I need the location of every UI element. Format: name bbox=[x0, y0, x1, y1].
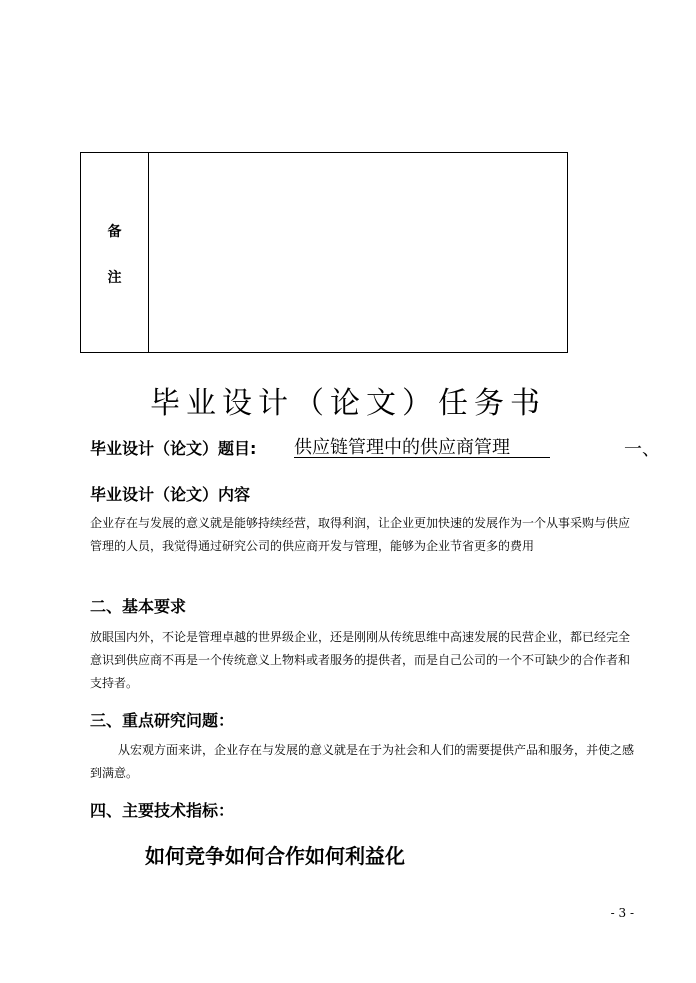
subject-value: 供应链管理中的供应商管理 bbox=[294, 433, 550, 458]
section-2-heading: 二、基本要求 bbox=[90, 597, 187, 616]
document-title: 毕业设计（论文）任务书 bbox=[150, 386, 546, 421]
subject-line bbox=[90, 433, 660, 459]
subject-label: 毕业设计（论文）题目: bbox=[90, 439, 257, 458]
remarks-table bbox=[80, 152, 568, 353]
section-2-text: 放眼国内外，不论是管理卓越的世界级企业，还是刚刚从传统思维中高速发展的民营企业，都已经完全意识到供应商不再是一个传统意义上物料或者服务的提供者，而是自己公司的一个不可缺少的合作者和支持者。 bbox=[90, 630, 631, 690]
remarks-label-char: 注 bbox=[107, 270, 122, 286]
section-4-heading: 四、主要技术指标： bbox=[90, 801, 235, 820]
remarks-label-cell bbox=[81, 153, 149, 352]
page-number: - 3 - bbox=[610, 906, 634, 920]
section-3-text: 从宏观方面来讲，企业存在与发展的意义就是在于为社会和人们的需要提供产品和服务，并使之感到满意。 bbox=[90, 743, 635, 780]
remarks-label-char: 备 bbox=[107, 224, 122, 240]
section-1-number: 一、 bbox=[624, 439, 660, 460]
section-1-heading: 毕业设计（论文）内容 bbox=[90, 485, 251, 504]
section-1-text: 企业存在与发展的意义就是能够持续经营，取得利润，让企业更加快速的发展作为一个从事采购与供应管理的人员，我觉得通过研究公司的供应商开发与管理，能够为企业节省更多的费用 bbox=[90, 516, 631, 553]
remarks-content-cell bbox=[149, 153, 567, 352]
section-3-heading: 三、重点研究问题： bbox=[90, 711, 235, 730]
section-4-text: 如何竞争如何合作如何利益化 bbox=[145, 844, 405, 868]
